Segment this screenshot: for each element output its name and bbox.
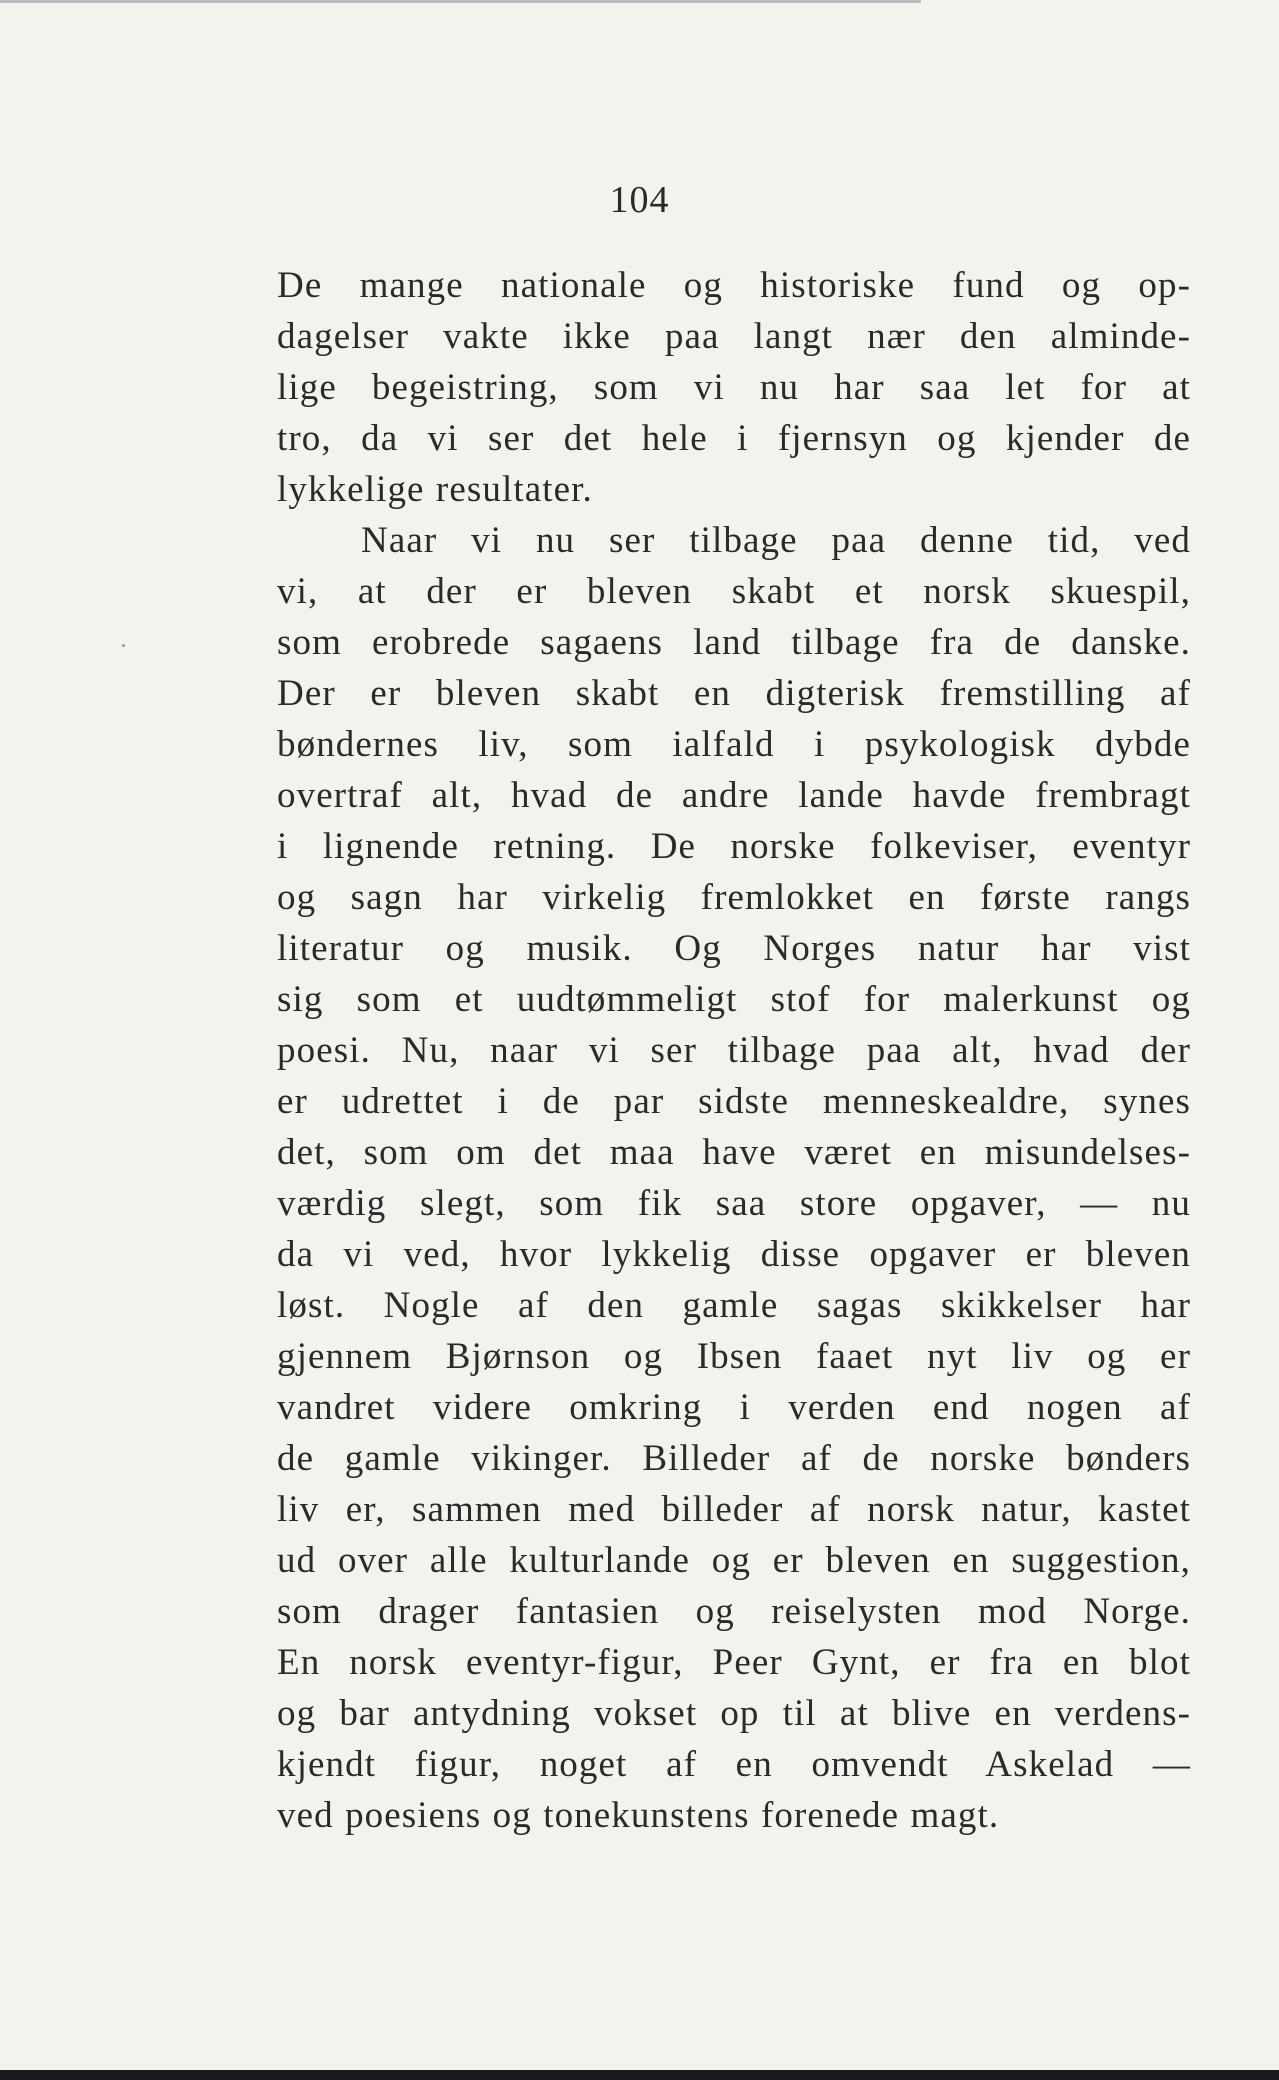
top-edge-rule	[0, 0, 1279, 3]
text-line: tro, da vi ser det hele i fjernsyn og kjender de	[277, 418, 1191, 459]
text-line: de gamle vikinger. Billeder af de norske bønders	[277, 1438, 1191, 1479]
text-line: løst. Nogle af den gamle sagas skikkelser har	[277, 1285, 1191, 1326]
text-line: og sagn har virkelig fremlokket en første rangs	[277, 877, 1191, 918]
page-number: 104	[609, 179, 670, 221]
text-line: dagelser vakte ikke paa langt nær den alminde-	[277, 316, 1191, 357]
text-line: literatur og musik. Og Norges natur har vist	[277, 928, 1191, 969]
text-line: sig som et uudtømmeligt stof for malerkunst og	[277, 979, 1191, 1020]
text-line: gjennem Bjørnson og Ibsen faaet nyt liv og er	[277, 1336, 1191, 1377]
text-line: vi, at der er bleven skabt et norsk skuespil,	[277, 571, 1191, 612]
paper-speck	[122, 644, 125, 647]
text-line: liv er, sammen med billeder af norsk natur, kastet	[277, 1489, 1191, 1530]
text-line: som drager fantasien og reiselysten mod Norge.	[277, 1591, 1191, 1632]
text-line: det, som om det maa have været en misundelses-	[277, 1132, 1191, 1173]
text-line: og bar antydning vokset op til at blive en verdens-	[277, 1693, 1191, 1734]
text-line: Der er bleven skabt en digterisk fremstilling af	[277, 673, 1191, 714]
text-line: overtraf alt, hvad de andre lande havde frembragt	[277, 775, 1191, 816]
text-line: lige begeistring, som vi nu har saa let for at	[277, 367, 1191, 408]
scan-bottom-edge	[0, 2070, 1279, 2080]
text-line: En norsk eventyr-figur, Peer Gynt, er fra en blot	[277, 1642, 1191, 1683]
text-line: lykkelige resultater.	[277, 469, 593, 510]
text-line: ved poesiens og tonekunstens forenede magt.	[277, 1795, 1000, 1836]
text-line: De mange nationale og historiske fund og op-	[277, 265, 1191, 306]
text-line: er udrettet i de par sidste menneskealdre, synes	[277, 1081, 1191, 1122]
text-line: Naar vi nu ser tilbage paa denne tid, ved	[361, 520, 1191, 561]
text-line: ud over alle kulturlande og er bleven en suggestion,	[277, 1540, 1191, 1581]
body-text	[277, 260, 1191, 1841]
text-line: da vi ved, hvor lykkelig disse opgaver er bleven	[277, 1234, 1191, 1275]
text-line: bøndernes liv, som ialfald i psykologisk dybde	[277, 724, 1191, 765]
text-line: værdig slegt, som fik saa store opgaver, — nu	[277, 1183, 1191, 1224]
text-line: som erobrede sagaens land tilbage fra de danske.	[277, 622, 1191, 663]
text-line: kjendt figur, noget af en omvendt Askelad —	[277, 1744, 1191, 1785]
text-line: vandret videre omkring i verden end nogen af	[277, 1387, 1191, 1428]
text-line: poesi. Nu, naar vi ser tilbage paa alt, hvad der	[277, 1030, 1191, 1071]
text-line: i lignende retning. De norske folkeviser, eventyr	[277, 826, 1191, 867]
